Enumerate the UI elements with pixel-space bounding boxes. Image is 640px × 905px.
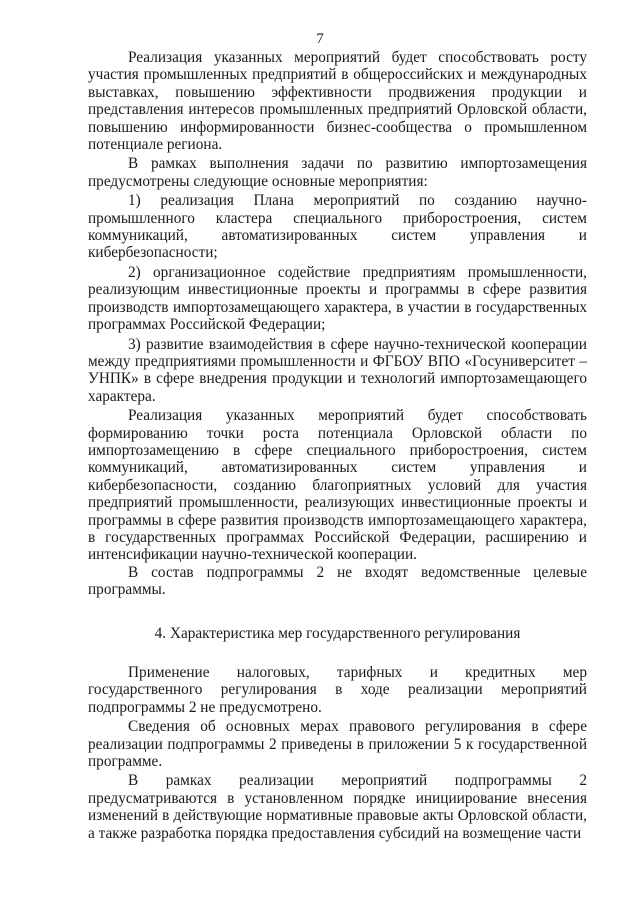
list-item-cooperation: 3) развитие взаимодействия в сфере научно-технической кооперации между предприятиями промышленности и ФГБОУ ВПО «Госуниверситет – УНПК» в сфере внедрения продукции и технологий импортозамещающего характера. [88, 335, 587, 405]
page-number: 7 [316, 31, 324, 47]
paragraph-tax-measures: Применение налоговых, тарифных и кредитных мер государственного регулирования в ходе реализации мероприятий подпрограммы 2 не предусмотрено. [88, 664, 587, 716]
paragraph-departmental-programs: В состав подпрограммы 2 не входят ведомственные целевые программы. [88, 563, 587, 599]
section-heading: 4. Характеристика мер государственного регулирования [154, 624, 521, 642]
document-body [88, 49, 587, 842]
paragraph-exhibitions: Реализация указанных мероприятий будет способствовать росту участия промышленных предприятий в общероссийских и международных выставках, повышению эффективности продвижения продукции и представления интересов промышленных предприятий Орловской области, повышению информированности бизнес-сообщества о промышленном потенциале региона. [88, 49, 587, 154]
paragraph-legal-regulation: Сведения об основных мерах правового регулирования в сфере реализации подпрограммы 2 приведены в приложении 5 к государственной программе. [88, 718, 587, 771]
paragraph-import-substitution-intro: В рамках выполнения задачи по развитию импортозамещения предусмотрены следующие основные мероприятия: [88, 155, 587, 190]
list-item-organizational-support: 2) организационное содействие предприятиям промышленности, реализующим инвестиционные проекты и программы в сфере развития производств импортозамещающего характера, в участии в государственных программах Российской Федерации; [88, 263, 587, 334]
paragraph-regulatory-changes: В рамках реализации мероприятий подпрограммы 2 предусматриваются в установленном порядке инициирование внесения изменений в действующие нормативные правовые акты Орловской области, а также разработка порядка предоставления субсидий на возмещение части [88, 772, 587, 842]
paragraph-growth-point: Реализация указанных мероприятий будет способствовать формированию точки роста потенциала Орловской области по импортозамещению в сфере специального приборостроения, систем коммуникаций, автоматизированных систем управления и кибербезопасности, созданию благоприятных условий для участия предприятий промышленности, реализующих инвестиционные проекты и программы в сфере развития производств импортозамещающего характера, в государственных программах Российской Федерации, расширению и интенсификации научно-технической кооперации. [88, 407, 587, 564]
list-item-cluster-plan: 1) реализация Плана мероприятий по созданию научно-промышленного кластера специального приборостроения, систем коммуникаций, автоматизированных систем управления и кибербезопасности; [88, 192, 587, 262]
